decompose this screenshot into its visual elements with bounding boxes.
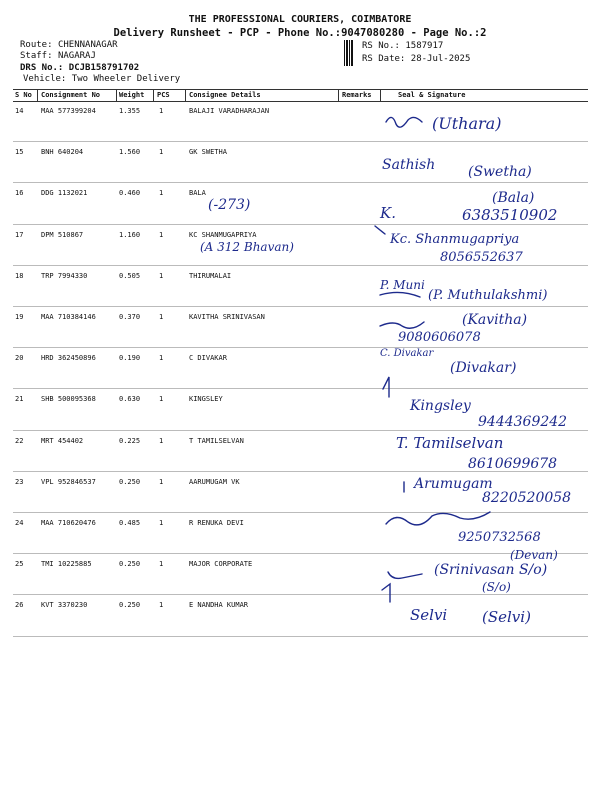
cell-consignment: MRT 454402	[41, 436, 84, 445]
cell-consignee: MAJOR CORPORATE	[189, 560, 253, 569]
cell-weight: 0.630	[119, 395, 141, 404]
col-signature: Seal & Signature	[398, 91, 466, 99]
cell-consignment: MAA 577399204	[41, 107, 96, 115]
cell-pcs: 1	[159, 148, 164, 157]
cell-sno: 23	[15, 477, 24, 486]
sig-r20-note: (Divakar)	[450, 360, 517, 376]
cell-consignee: KAVITHA SRINIVASAN	[189, 313, 265, 321]
cell-sno: 20	[15, 354, 24, 363]
sig-r17-phone: 8056552637	[440, 250, 523, 265]
sig-r19-note: (Kavitha)	[462, 312, 528, 328]
cell-sno: 17	[15, 230, 24, 239]
col-weight: Weight	[119, 91, 145, 99]
cell-sno: 15	[15, 148, 24, 157]
sig-r16-note: (Bala)	[492, 190, 535, 206]
cell-sno: 21	[15, 395, 24, 404]
rs-date-label: RS Date:	[362, 54, 406, 64]
cell-sno: 24	[15, 519, 24, 527]
staff-label: Staff:	[20, 51, 53, 61]
cell-sno: 25	[15, 560, 24, 569]
runsheet-subtitle: Delivery Runsheet - PCP - Phone No.:9047080280 - Page No.:2	[113, 27, 487, 39]
cell-consignee: THIRUMALAI	[189, 271, 232, 280]
col-consignment: Consignment No	[41, 91, 101, 99]
cell-consignment: HRD 362450896	[41, 354, 96, 363]
rs-no-value: 1587917	[405, 41, 444, 51]
sig-r18-name: P. Muni	[380, 278, 425, 292]
sig-r23-phone: 8220520058	[482, 490, 572, 506]
sig-r14-note: (Uthara)	[432, 114, 502, 133]
cell-pcs: 1	[159, 189, 164, 198]
cell-consignee: E NANDHA KUMAR	[189, 601, 249, 610]
sig-r15-note: (Swetha)	[468, 164, 532, 180]
cell-pcs: 1	[159, 354, 164, 363]
cell-weight: 1.560	[119, 148, 141, 157]
sig-r16-name: K.	[380, 204, 396, 222]
cell-sno: 19	[15, 313, 24, 321]
sig-r25-note3: (S/o)	[482, 580, 511, 594]
sig-r26-note: (Selvi)	[482, 608, 531, 626]
cell-pcs: 1	[159, 436, 164, 445]
sig-r26-name: Selvi	[410, 606, 448, 624]
sig-r22-name: T. Tamilselvan	[396, 434, 504, 452]
cell-weight: 1.160	[119, 230, 141, 239]
cell-weight: 0.485	[119, 519, 141, 527]
cell-pcs: 1	[159, 477, 164, 486]
cell-pcs: 1	[159, 107, 164, 115]
cell-sno: 26	[15, 601, 24, 610]
sig-r22-phone: 8610699678	[468, 456, 558, 472]
cell-sno: 18	[15, 271, 24, 280]
sig-r20-name: C. Divakar	[380, 348, 434, 359]
sig-r15-name: Sathish	[382, 157, 436, 173]
sig-r21-phone: 9444369242	[478, 414, 568, 430]
sig-r16-phone: 6383510902	[462, 206, 558, 224]
route-label: Route:	[20, 40, 53, 50]
sig-r23-name: Arumugam	[414, 476, 493, 492]
cell-pcs: 1	[159, 601, 164, 610]
cell-consignment: TRP 7994330	[41, 271, 88, 280]
col-pcs: PCS	[157, 91, 170, 99]
sig-r24-phone: 9250732568	[458, 530, 541, 545]
cell-sno: 16	[15, 189, 24, 198]
drs-label: DRS No.:	[20, 63, 64, 73]
cell-pcs: 1	[159, 395, 164, 404]
cell-consignment: SHB 500095368	[41, 395, 96, 404]
sig-r21-name: Kingsley	[410, 398, 471, 414]
cell-weight: 1.355	[119, 107, 141, 115]
cell-weight: 0.505	[119, 271, 141, 280]
cell-weight: 0.190	[119, 354, 141, 363]
rs-no-label: RS No.:	[362, 41, 400, 51]
drs-value: DCJB158791702	[68, 63, 140, 73]
cell-consignment: MAA 710620476	[41, 519, 96, 527]
vehicle-label: Vehicle:	[23, 74, 67, 84]
cell-consignee: BALA	[189, 189, 206, 198]
vehicle-value: Two Wheeler Delivery	[71, 74, 181, 84]
cell-consignee: GK SWETHA	[189, 148, 227, 157]
sig-r19-phone: 9080606078	[398, 330, 481, 345]
cell-consignee: T TAMILSELVAN	[189, 436, 244, 445]
cell-weight: 0.460	[119, 189, 141, 198]
cell-sno: 22	[15, 436, 24, 445]
cell-consignment: DDG 1132021	[41, 189, 88, 198]
route-value: CHENNANAGAR	[57, 40, 118, 50]
cell-consignee: C DIVAKAR	[189, 354, 227, 363]
col-remarks: Remarks	[342, 91, 372, 99]
cell-consignment: MAA 710384146	[41, 313, 96, 321]
cell-consignee: BALAJI VARADHARAJAN	[189, 107, 270, 115]
sig-r16-side: (-273)	[208, 197, 251, 213]
cell-consignee: AARUMUGAM VK	[189, 477, 240, 486]
cell-consignment: KVT 3370230	[41, 601, 88, 610]
cell-weight: 0.370	[119, 313, 141, 321]
cell-consignment: BNH 640204	[41, 148, 84, 157]
cell-pcs: 1	[159, 230, 164, 239]
cell-pcs: 1	[159, 560, 164, 569]
cell-consignee: KINGSLEY	[189, 395, 223, 404]
sig-r25-note1: (Devan)	[510, 548, 558, 562]
col-consignee: Consignee Details	[189, 91, 261, 99]
cell-pcs: 1	[159, 271, 164, 280]
cell-consignee: R RENUKA DEVI	[189, 519, 244, 527]
sig-r17-side: (A 312 Bhavan)	[200, 240, 294, 254]
staff-value: NAGARAJ	[57, 51, 96, 61]
cell-pcs: 1	[159, 519, 164, 527]
cell-weight: 0.250	[119, 477, 141, 486]
cell-weight: 0.250	[119, 601, 141, 610]
cell-weight: 0.225	[119, 436, 141, 445]
sig-r18-note: (P. Muthulakshmi)	[428, 288, 548, 303]
cell-consignee: KC SHANMUGAPRIYA	[189, 230, 257, 239]
rs-date-value: 28-Jul-2025	[410, 54, 471, 64]
cell-sno: 14	[15, 107, 24, 115]
cell-consignment: TMI 10225885	[41, 560, 92, 569]
cell-weight: 0.250	[119, 560, 141, 569]
cell-consignment: VPL 952846537	[41, 477, 96, 486]
sig-r25-note2: (Srinivasan S/o)	[434, 562, 548, 578]
sig-r17-name: Kc. Shanmugapriya	[390, 232, 520, 247]
col-sno: S No	[15, 91, 32, 99]
company-title: THE PROFESSIONAL COURIERS, COIMBATORE	[188, 14, 412, 25]
cell-pcs: 1	[159, 313, 164, 321]
cell-consignment: DPM 510867	[41, 230, 84, 239]
